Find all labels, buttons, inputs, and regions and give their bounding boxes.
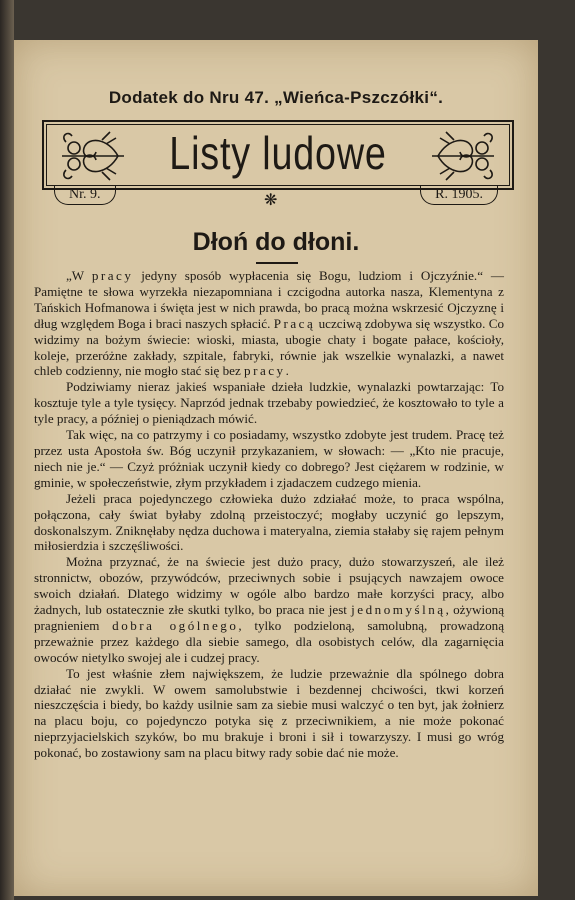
- asterism-ornament-icon: ❋: [264, 192, 278, 209]
- title-divider: [256, 262, 298, 264]
- article-paragraph: Tak więc, na co patrzymy i co posiadamy, wszystko zdobyte jest trudem. Pracę też przez usta Apostoła św. Bóg uczynił przykazaniem, w słowach: — „Kto nie pracuje, niech nie je.“ — Czyż próżniak uczynił kiedy co dobrego? Jest ciężarem w rodzinie, w gminie, w społeczeństwie, złym przykładem i zjadaczem cudzego mienia.: [34, 427, 504, 490]
- spaced-emphasis: pracy: [244, 363, 286, 379]
- article-title: Dłoń do dłoni.: [192, 228, 360, 256]
- supplement-header: Dodatek do Nru 47. „Wieńca-Pszczółki“.: [108, 88, 444, 107]
- article-paragraph: Jeżeli praca pojedynczego człowieka dużo zdziałać może, to praca wspólna, połączona, cały świat byłaby zdolną przeistoczyć; mogłaby uczynić go lepszym, doskonalszym. Zniknęłaby nędza duchowa i materyalna, ziemia stałaby się rajem pełnym miłosierdzia i szczęśliwości.: [34, 490, 504, 554]
- right-flourish-ornament: [430, 128, 498, 184]
- masthead-title: Listy ludowe: [169, 127, 387, 179]
- issue-year: R. 1905.: [420, 186, 498, 205]
- issue-number: Nr. 9.: [54, 186, 116, 205]
- spaced-emphasis: jednomyślną: [351, 602, 446, 618]
- spaced-emphasis: dobra ogólnego: [112, 617, 239, 633]
- book-spine: [0, 0, 14, 900]
- document-page: [14, 40, 538, 896]
- spaced-emphasis: pracy: [91, 268, 134, 283]
- article-paragraph: To jest właśnie złem największem, że ludzie przeważnie dla spólnego dobra działać nie zwykli. W owem samolubstwie i bezdennej chciwości, tkwi korzeń nieszczęścia i biedy, bo każdy usilnie sam za siebie musi walczyć o ten byt, jak żołnierz na placu boju, co pojedynczo potyka się z przeciwnikiem, a nie może pokonać nieprzyjacielskich szyków, bo mu brakuje i broni i sił i towarzyszy. I musi go wróg pokonać, bo zostawiony sam na placu bitwy rady sobie dać nie może.: [34, 665, 504, 761]
- masthead: [42, 120, 514, 190]
- article-paragraph: „W pracy jedyny sposób wypłacenia się Bogu, ludziom i Ojczyźnie.“ — Pamiętne te słowa wyrzekła niezapomniana i czcigodna autorka nasza, Klementyna z Tańskich Hofmanowa i święta jest w nich prawda, bo pracą można wskrzesić Ojczyznę i dług względem Boga i braci naszych spłacić. Pracą uczciwą zdobywa się wszystko. Co widzimy na bożym świecie: wioski, miasta, ubogie chaty i bogate pałace, kościoły, koleje, przeróżne zakłady, szpitale, fabryki, równie jak wszelkie wynalazki, a nawet chleb codzienny, nie mogło stać się bez pracy.: [34, 268, 504, 379]
- article-body: [34, 268, 504, 761]
- article-paragraph: Można przyznać, że na świecie jest dużo pracy, dużo stowarzyszeń, ale ileż stronnictw, obozów, przywódców, przeciwnych sobie i psujących nawzajem owoce swoich działań. Dlatego widzimy w ogóle albo bardzo małe korzyści pracy, albo żadnych, lub ostatecznie złe skutki tylko, bo praca nie jest jednomyślną, ożywioną pragnieniem dobra ogólnego, tylko podzieloną, samolubną, prowadzoną przeważnie przez każdego dla siebie samego, dla osobistych celów, dla zagarnięcia owoców nietylko swojej ale i cudzej pracy.: [34, 554, 505, 665]
- spaced-emphasis: Pracą: [273, 315, 316, 331]
- article-paragraph: Podziwiamy nieraz jakieś wspaniałe dzieła ludzkie, wynalazki powtarzając: To kosztuje tyle a tyle tysięcy. Naprzód jednak trzebaby powiedzieć, że kosztowało to tyle a tyle pracy, a później o pieniądzach mówić.: [34, 379, 504, 427]
